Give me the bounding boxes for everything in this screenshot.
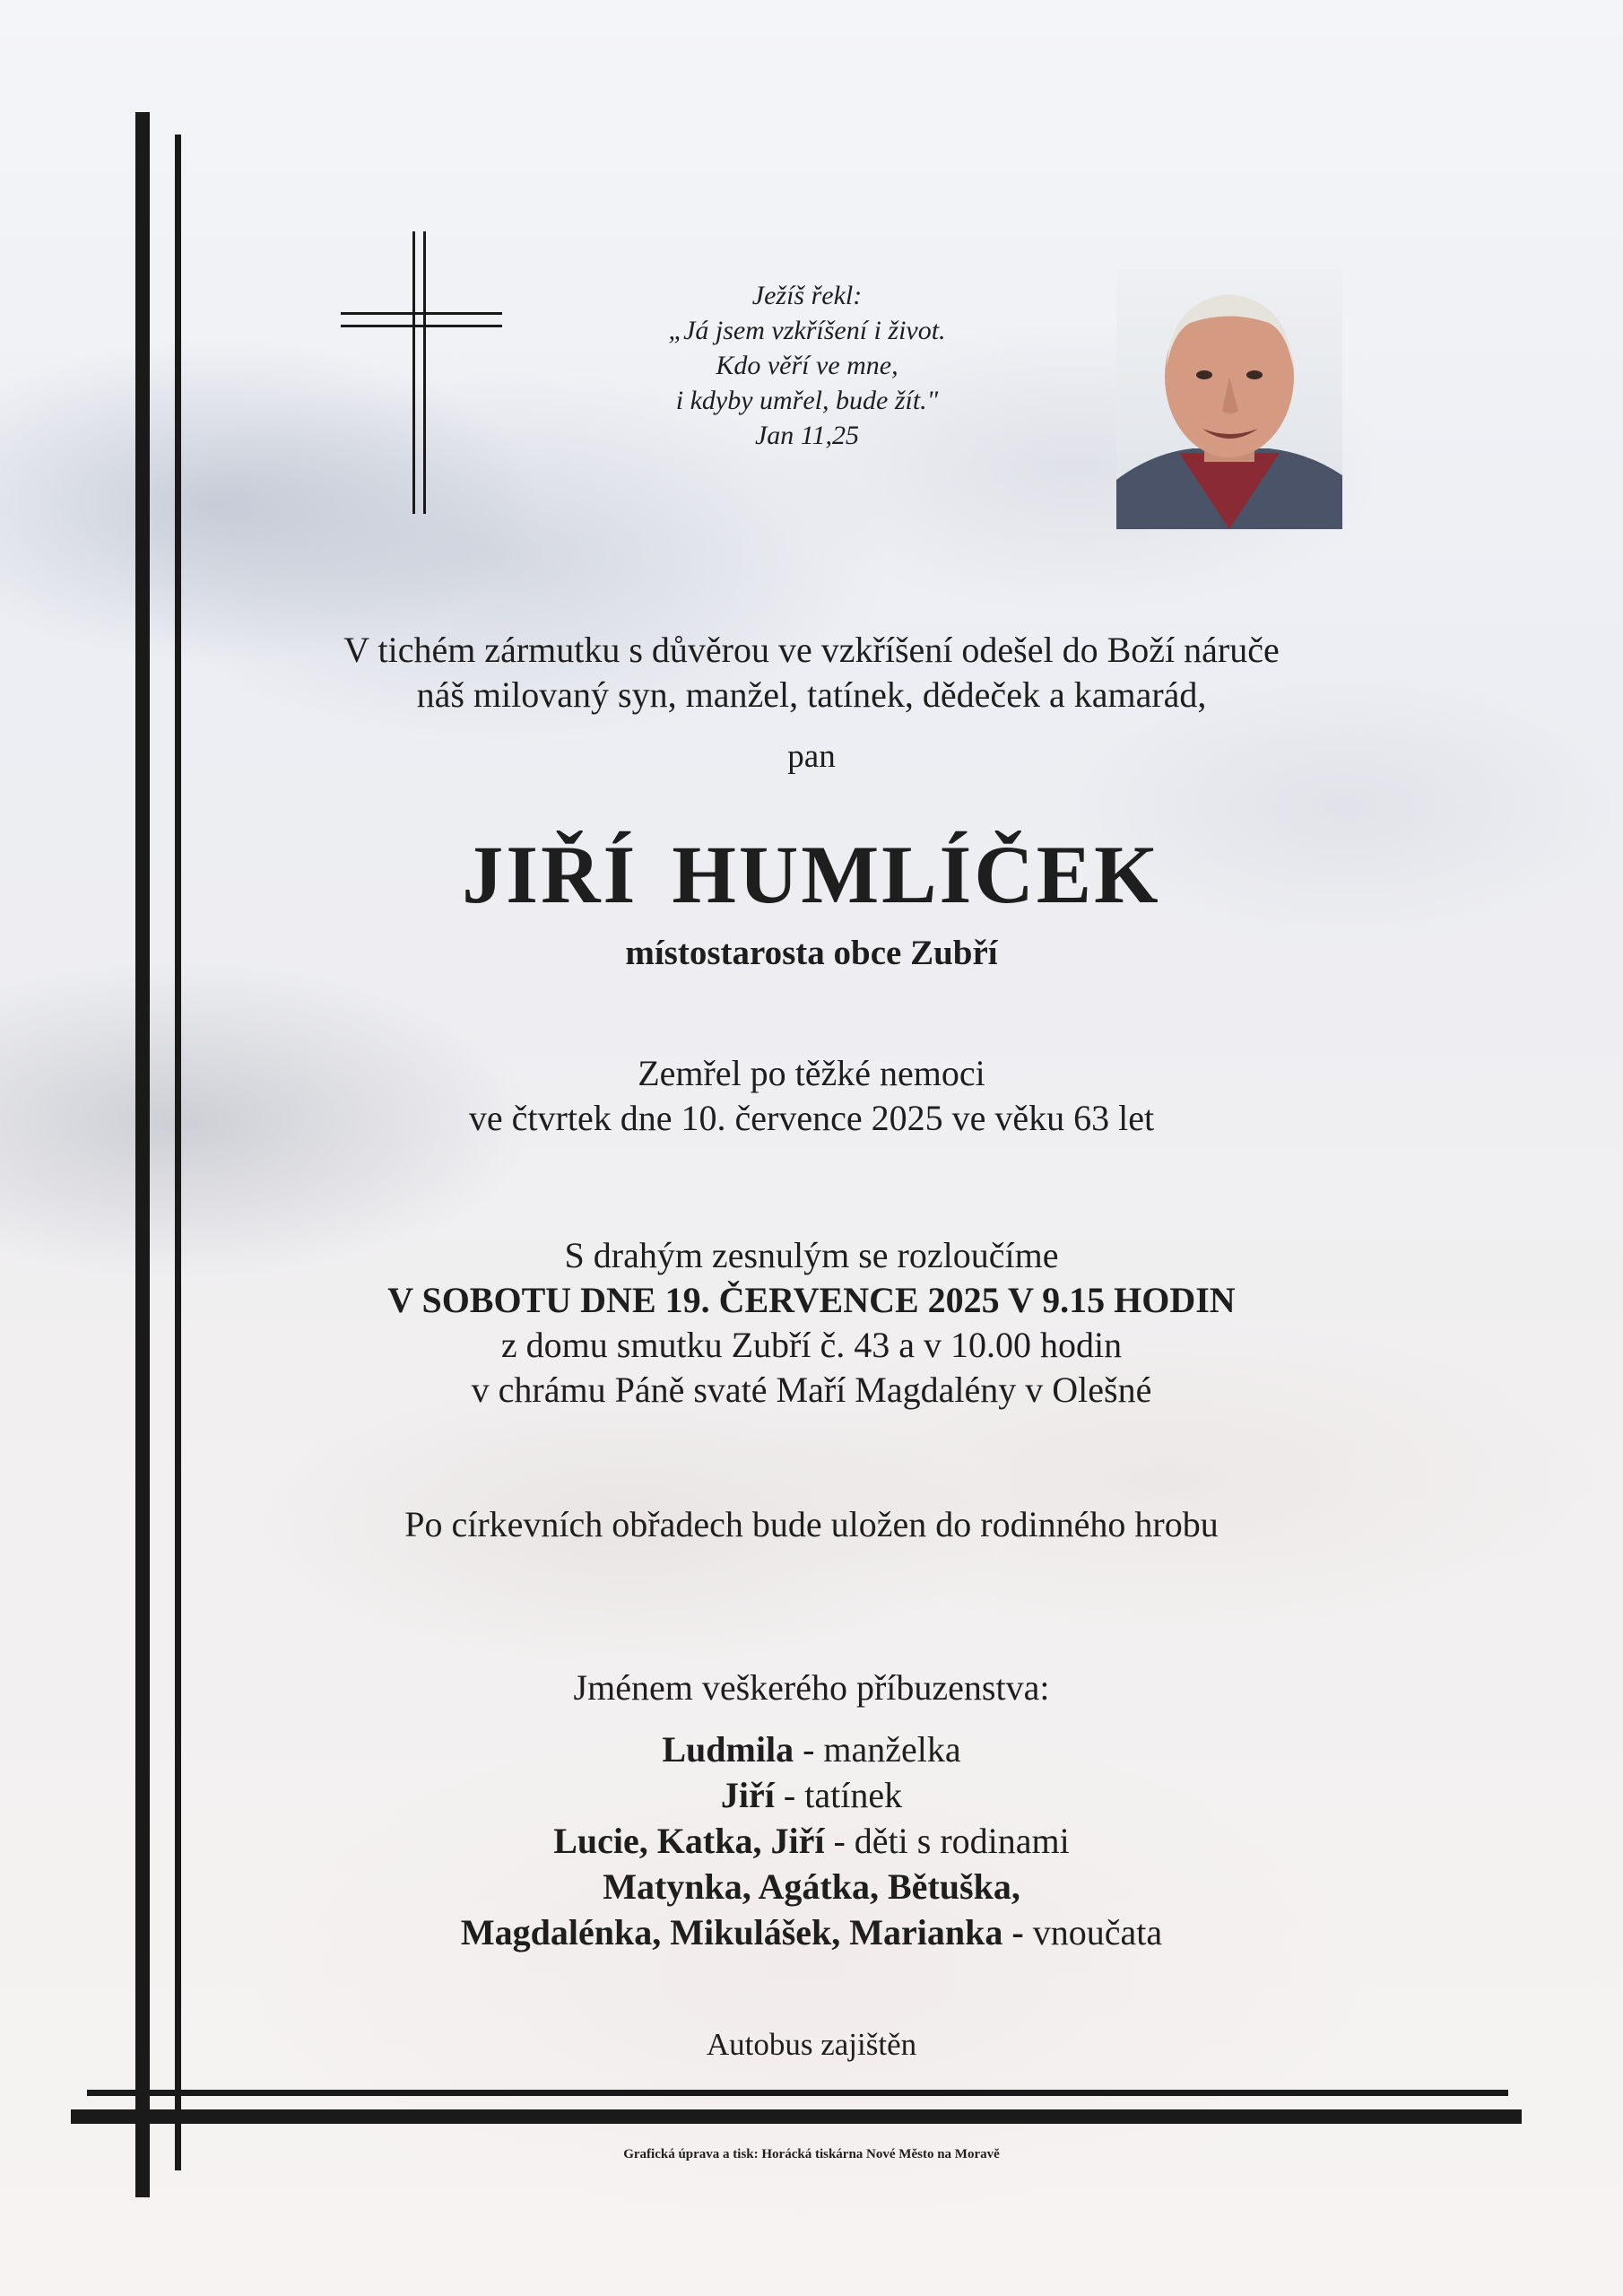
quote-line: i kdyby umřel, bude žít." bbox=[675, 386, 939, 415]
intro-line: náš milovaný syn, manžel, tatínek, dědeček a kamarád, bbox=[416, 674, 1207, 715]
farewell-line: S drahým zesnulým se rozloučíme bbox=[564, 1235, 1059, 1275]
frame-vertical-line-thick bbox=[135, 112, 150, 2197]
bible-quote bbox=[574, 278, 1040, 453]
family-row: Jiří - tatínek bbox=[720, 1775, 903, 1815]
cross-icon bbox=[341, 231, 502, 514]
family-row: Magdalénka, Mikulášek, Marianka - vnoučata bbox=[460, 1912, 1163, 1952]
farewell-date: V SOBOTU DNE 19. ČERVENCE 2025 V 9.15 HODIN bbox=[387, 1280, 1236, 1320]
intro-line: V tichém zármutku s důvěrou ve vzkříšení odešel do Boží náruče bbox=[343, 630, 1280, 670]
bus-note: Autobus zajištěn bbox=[706, 2027, 917, 2062]
family-row: Lucie, Katka, Jiří - děti s rodinami bbox=[553, 1821, 1070, 1861]
quote-reference: Jan 11,25 bbox=[754, 421, 860, 450]
frame-horizontal-line-thick bbox=[71, 2109, 1522, 2124]
family-row: Ludmila - manželka bbox=[662, 1729, 961, 1770]
deceased-role: místostarosta obce Zubří bbox=[625, 934, 998, 972]
quote-line: Ježíš řekl: bbox=[751, 281, 863, 310]
intro-text bbox=[197, 628, 1426, 718]
death-info bbox=[197, 1051, 1426, 1141]
frame-vertical-line-thin bbox=[175, 135, 181, 2170]
farewell-line: z domu smutku Zubří č. 43 a v 10.00 hodin bbox=[500, 1325, 1123, 1365]
death-line: ve čtvrtek dne 10. července 2025 ve věku 63 let bbox=[468, 1098, 1155, 1138]
quote-line: „Já jsem vzkříšení i život. bbox=[668, 316, 946, 345]
honorific: pan bbox=[787, 738, 836, 775]
print-credit: Grafická úprava a tisk: Horácká tiskárna Nové Město na Moravě bbox=[623, 2147, 1000, 2161]
deceased-last-name: HUMLÍČEK bbox=[672, 829, 1161, 920]
deceased-name bbox=[197, 830, 1426, 919]
farewell-info bbox=[197, 1233, 1426, 1413]
family-list bbox=[197, 1726, 1426, 1955]
family-row: Matynka, Agátka, Bětuška, bbox=[603, 1866, 1020, 1907]
frame-horizontal-line-thin bbox=[87, 2090, 1508, 2096]
quote-line: Kdo věří ve mne, bbox=[716, 351, 898, 380]
burial-info: Po církevních obřadech bude uložen do rodinného hrobu bbox=[404, 1504, 1219, 1544]
deceased-first-name: JIŘÍ bbox=[462, 829, 638, 920]
death-line: Zemřel po těžké nemoci bbox=[638, 1053, 985, 1093]
family-heading: Jménem veškerého příbuzenstva: bbox=[573, 1667, 1050, 1708]
farewell-line: v chrámu Páně svaté Maří Magdalény v Olešné bbox=[471, 1370, 1152, 1410]
portrait-photo bbox=[1116, 269, 1342, 529]
